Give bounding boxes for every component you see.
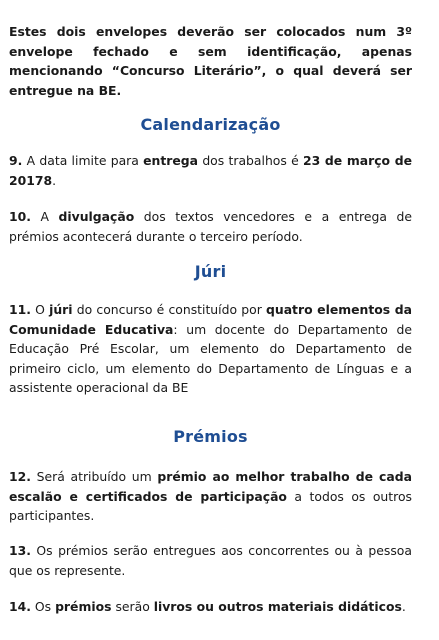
item-text: . (401, 599, 406, 614)
item-emphasis: prémio ao melhor trabalho de cada escalão e certificados de participação (9, 469, 412, 504)
item-emphasis: júri (49, 302, 73, 317)
item-emphasis: entrega (143, 153, 199, 168)
item-10 (9, 207, 412, 246)
item-text: serão (111, 599, 154, 614)
heading-calendarizacao: Calendarização (140, 115, 281, 134)
item-text: a todos os outros participantes. (9, 488, 412, 523)
item-number: 12. (9, 469, 31, 484)
item-emphasis: prémios (55, 599, 112, 614)
item-11 (9, 300, 412, 398)
heading-premios: Prémios (173, 427, 248, 446)
item-text: O (35, 302, 50, 317)
item-text: dos trabalhos é (198, 153, 303, 168)
item-number: 14. (9, 599, 31, 614)
item-text: . (52, 172, 57, 188)
item-text: dos textos vencedores e a entrega de prémios acontecerá durante o terceiro período. (9, 209, 412, 244)
item-emphasis: quatro elementos da Comunidade Educativa (9, 302, 412, 337)
item-text: A data limite para (26, 153, 144, 168)
item-13 (9, 541, 412, 580)
item-text: Será atribuído um (36, 469, 158, 484)
item-number: 13. (9, 543, 31, 558)
item-number: 10. (9, 209, 31, 224)
item-emphasis: divulgação (58, 209, 135, 224)
item-12 (9, 467, 412, 526)
heading-juri: Júri (194, 262, 227, 281)
intro-paragraph: Estes dois envelopes deverão ser colocados num 3º envelope fechado e sem identificação, apenas mencionando “Concurso Literário”, o qual deverá ser entregue na BE. (9, 24, 412, 98)
item-emphasis: 23 de março de 20178 (9, 153, 412, 188)
item-9 (9, 151, 412, 190)
item-text: Os (34, 599, 56, 614)
item-14 (9, 597, 406, 617)
item-number: 9. (9, 153, 23, 168)
item-text: Os prémios serão entregues aos concorrentes ou à pessoa que os represente. (9, 543, 412, 578)
item-text: : um docente do Departamento de Educação Pré Escolar, um elemento do Departamento de primeiro ciclo, um elemento do Departamento de Línguas e a assistente operacional da BE (9, 321, 413, 395)
item-number: 11. (9, 302, 31, 317)
item-emphasis: livros ou outros materiais didáticos (153, 599, 402, 614)
item-text: A (40, 209, 59, 224)
item-text: do concurso é constituído por (72, 302, 266, 317)
